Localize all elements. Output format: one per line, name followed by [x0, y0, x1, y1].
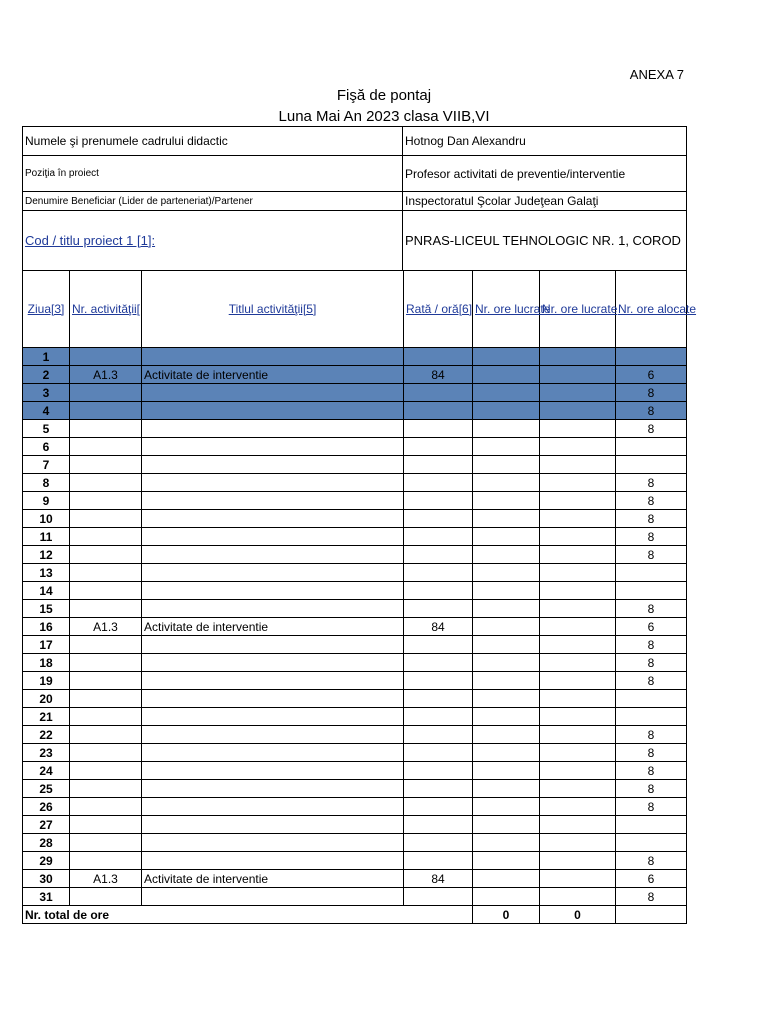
- hours-allocated-cell: 8: [616, 726, 687, 744]
- activity-no-cell: [70, 510, 142, 528]
- activity-no-cell: [70, 438, 142, 456]
- table-row: [23, 762, 687, 780]
- total-alloc-cell: [616, 906, 687, 924]
- activity-title-cell: [142, 780, 404, 798]
- hours-allocated-cell: 8: [616, 600, 687, 618]
- hours-worked-2-cell: [540, 888, 616, 906]
- rate-cell: [404, 852, 473, 870]
- table-row: [23, 636, 687, 654]
- rate-cell: [404, 690, 473, 708]
- hours-allocated-cell: 6: [616, 366, 687, 384]
- day-cell: 10: [23, 510, 70, 528]
- activity-no-cell: [70, 564, 142, 582]
- hours-worked-2-cell: [540, 474, 616, 492]
- annex-label: ANEXA 7: [629, 67, 684, 82]
- hours-worked-2-cell: [540, 456, 616, 474]
- col-header-hours-allocated[interactable]: Nr. ore alocate: [616, 271, 687, 348]
- activity-title-cell: [142, 438, 404, 456]
- activity-no-cell: [70, 708, 142, 726]
- table-row: [23, 780, 687, 798]
- activity-title-cell: Activitate de interventie: [142, 870, 404, 888]
- hours-allocated-cell: 8: [616, 780, 687, 798]
- table-row: [23, 834, 687, 852]
- activity-title-cell: [142, 798, 404, 816]
- hours-worked-2-cell: [540, 384, 616, 402]
- hours-allocated-cell: 8: [616, 798, 687, 816]
- activity-no-cell: A1.3: [70, 870, 142, 888]
- rate-cell: [404, 834, 473, 852]
- info-value: PNRAS-LICEUL TEHNOLOGIC NR. 1, COROD: [403, 211, 687, 271]
- col-header-activity-title[interactable]: Titlul activităţii[5]: [142, 271, 404, 348]
- table-row: [23, 654, 687, 672]
- rate-cell: [404, 672, 473, 690]
- hours-worked-1-cell: [473, 852, 540, 870]
- activity-title-cell: [142, 672, 404, 690]
- hours-worked-1-cell: [473, 456, 540, 474]
- hours-worked-1-cell: [473, 384, 540, 402]
- day-cell: 13: [23, 564, 70, 582]
- hours-worked-2-cell: [540, 528, 616, 546]
- day-cell: 29: [23, 852, 70, 870]
- hours-worked-2-cell: [540, 762, 616, 780]
- activity-no-cell: [70, 798, 142, 816]
- hours-worked-2-cell: [540, 744, 616, 762]
- activity-no-cell: [70, 420, 142, 438]
- day-cell: 20: [23, 690, 70, 708]
- hours-allocated-cell: 8: [616, 852, 687, 870]
- hours-worked-1-cell: [473, 708, 540, 726]
- hours-worked-1-cell: [473, 600, 540, 618]
- project-code-link[interactable]: Cod / titlu proiect 1 [1]:: [23, 211, 403, 271]
- rate-cell: [404, 600, 473, 618]
- activity-title-cell: [142, 852, 404, 870]
- day-cell: 25: [23, 780, 70, 798]
- day-cell: 1: [23, 348, 70, 366]
- hours-allocated-cell: 8: [616, 636, 687, 654]
- activity-title-cell: [142, 492, 404, 510]
- hours-allocated-cell: 8: [616, 402, 687, 420]
- day-cell: 11: [23, 528, 70, 546]
- activity-title-cell: [142, 564, 404, 582]
- rate-cell: [404, 438, 473, 456]
- table-row: [23, 618, 687, 636]
- table-row: [23, 474, 687, 492]
- table-row: [23, 744, 687, 762]
- day-cell: 2: [23, 366, 70, 384]
- day-cell: 24: [23, 762, 70, 780]
- day-cell: 5: [23, 420, 70, 438]
- hours-worked-2-cell: [540, 438, 616, 456]
- timesheet-table: [22, 270, 697, 924]
- activity-no-cell: [70, 456, 142, 474]
- day-cell: 28: [23, 834, 70, 852]
- table-row: [23, 564, 687, 582]
- hours-allocated-cell: [616, 456, 687, 474]
- rate-cell: [404, 888, 473, 906]
- info-row: [23, 192, 687, 211]
- info-table: [22, 126, 687, 271]
- day-cell: 27: [23, 816, 70, 834]
- hours-worked-1-cell: [473, 816, 540, 834]
- total-h2-cell: 0: [540, 906, 616, 924]
- table-row: [23, 708, 687, 726]
- activity-title-cell: [142, 528, 404, 546]
- info-value: Hotnog Dan Alexandru: [403, 127, 687, 156]
- hours-worked-1-cell: [473, 636, 540, 654]
- hours-worked-2-cell: [540, 492, 616, 510]
- page-title: Fişă de pontaj: [336, 87, 432, 104]
- total-label: Nr. total de ore: [23, 906, 473, 924]
- day-cell: 9: [23, 492, 70, 510]
- table-row: [23, 528, 687, 546]
- rate-cell: [404, 636, 473, 654]
- hours-worked-1-cell: [473, 618, 540, 636]
- activity-title-cell: [142, 816, 404, 834]
- hours-allocated-cell: 8: [616, 420, 687, 438]
- hours-worked-2-cell: [540, 402, 616, 420]
- activity-no-cell: [70, 744, 142, 762]
- hours-worked-2-cell: [540, 564, 616, 582]
- hours-worked-1-cell: [473, 366, 540, 384]
- rate-cell: [404, 528, 473, 546]
- hours-allocated-cell: 6: [616, 870, 687, 888]
- activity-no-cell: [70, 726, 142, 744]
- hours-worked-1-cell: [473, 348, 540, 366]
- table-row: [23, 672, 687, 690]
- hours-worked-2-cell: [540, 420, 616, 438]
- info-label: Poziţia în proiect: [23, 156, 403, 192]
- activity-title-cell: Activitate de interventie: [142, 618, 404, 636]
- table-row: [23, 384, 687, 402]
- table-row: [23, 816, 687, 834]
- hours-worked-1-cell: [473, 834, 540, 852]
- activity-no-cell: [70, 762, 142, 780]
- hours-allocated-cell: 8: [616, 654, 687, 672]
- table-row: [23, 366, 687, 384]
- hours-worked-2-cell: [540, 780, 616, 798]
- activity-title-cell: [142, 474, 404, 492]
- activity-title-cell: [142, 402, 404, 420]
- table-row: [23, 582, 687, 600]
- rate-cell: [404, 726, 473, 744]
- activity-title-cell: [142, 690, 404, 708]
- day-cell: 26: [23, 798, 70, 816]
- rate-cell: [404, 582, 473, 600]
- hours-worked-1-cell: [473, 510, 540, 528]
- activity-no-cell: [70, 672, 142, 690]
- hours-allocated-cell: [616, 348, 687, 366]
- activity-no-cell: A1.3: [70, 366, 142, 384]
- hours-worked-2-cell: [540, 816, 616, 834]
- info-row: [23, 127, 687, 156]
- col-header-hours-worked-2[interactable]: Nr. ore lucrate: [540, 271, 616, 348]
- day-cell: 18: [23, 654, 70, 672]
- hours-worked-2-cell: [540, 708, 616, 726]
- hours-allocated-cell: [616, 708, 687, 726]
- activity-no-cell: [70, 636, 142, 654]
- table-row: [23, 798, 687, 816]
- day-cell: 22: [23, 726, 70, 744]
- day-cell: 19: [23, 672, 70, 690]
- activity-title-cell: [142, 420, 404, 438]
- activity-title-cell: [142, 762, 404, 780]
- hours-allocated-cell: [616, 816, 687, 834]
- col-header-activity-no[interactable]: Nr. activităţii[: [70, 271, 142, 348]
- hours-worked-2-cell: [540, 366, 616, 384]
- rate-cell: [404, 402, 473, 420]
- col-header-day[interactable]: Ziua[3]: [23, 271, 70, 348]
- rate-cell: [404, 474, 473, 492]
- activity-no-cell: A1.3: [70, 618, 142, 636]
- rate-cell: 84: [404, 870, 473, 888]
- activity-no-cell: [70, 384, 142, 402]
- hours-worked-1-cell: [473, 780, 540, 798]
- hours-worked-1-cell: [473, 420, 540, 438]
- day-cell: 17: [23, 636, 70, 654]
- hours-worked-2-cell: [540, 348, 616, 366]
- table-row: [23, 456, 687, 474]
- hours-worked-1-cell: [473, 474, 540, 492]
- day-cell: 16: [23, 618, 70, 636]
- activity-title-cell: [142, 582, 404, 600]
- activity-no-cell: [70, 474, 142, 492]
- day-cell: 7: [23, 456, 70, 474]
- day-cell: 6: [23, 438, 70, 456]
- hours-allocated-cell: 6: [616, 618, 687, 636]
- table-row: [23, 402, 687, 420]
- day-cell: 4: [23, 402, 70, 420]
- activity-title-cell: [142, 636, 404, 654]
- hours-allocated-cell: 8: [616, 546, 687, 564]
- hours-worked-2-cell: [540, 636, 616, 654]
- page-subtitle: Luna Mai An 2023 clasa VIIB,VI: [278, 108, 490, 125]
- hours-allocated-cell: [616, 690, 687, 708]
- col-header-hours-worked-1[interactable]: Nr. ore lucrate: [473, 271, 540, 348]
- hours-allocated-cell: 8: [616, 474, 687, 492]
- activity-title-cell: [142, 348, 404, 366]
- activity-title-cell: Activitate de interventie: [142, 366, 404, 384]
- hours-allocated-cell: [616, 834, 687, 852]
- table-row: [23, 852, 687, 870]
- table-row: [23, 438, 687, 456]
- hours-worked-2-cell: [540, 654, 616, 672]
- table-row: [23, 510, 687, 528]
- hours-worked-1-cell: [473, 672, 540, 690]
- hours-worked-2-cell: [540, 690, 616, 708]
- rate-cell: [404, 384, 473, 402]
- hours-allocated-cell: 8: [616, 762, 687, 780]
- hours-allocated-cell: [616, 438, 687, 456]
- hours-worked-2-cell: [540, 852, 616, 870]
- activity-title-cell: [142, 510, 404, 528]
- day-cell: 23: [23, 744, 70, 762]
- hours-worked-1-cell: [473, 762, 540, 780]
- hours-allocated-cell: 8: [616, 744, 687, 762]
- rate-cell: [404, 420, 473, 438]
- activity-title-cell: [142, 726, 404, 744]
- activity-no-cell: [70, 816, 142, 834]
- hours-worked-1-cell: [473, 690, 540, 708]
- activity-no-cell: [70, 654, 142, 672]
- table-row: [23, 420, 687, 438]
- activity-title-cell: [142, 708, 404, 726]
- rate-cell: [404, 546, 473, 564]
- activity-title-cell: [142, 834, 404, 852]
- activity-title-cell: [142, 888, 404, 906]
- activity-title-cell: [142, 744, 404, 762]
- table-row: [23, 690, 687, 708]
- hours-worked-1-cell: [473, 564, 540, 582]
- table-row: [23, 870, 687, 888]
- hours-worked-2-cell: [540, 798, 616, 816]
- rate-cell: [404, 816, 473, 834]
- activity-no-cell: [70, 492, 142, 510]
- activity-title-cell: [142, 654, 404, 672]
- day-cell: 21: [23, 708, 70, 726]
- activity-no-cell: [70, 348, 142, 366]
- hours-worked-1-cell: [473, 744, 540, 762]
- activity-title-cell: [142, 384, 404, 402]
- hours-worked-2-cell: [540, 726, 616, 744]
- hours-worked-1-cell: [473, 582, 540, 600]
- hours-worked-2-cell: [540, 600, 616, 618]
- rate-cell: [404, 492, 473, 510]
- total-row: [23, 906, 687, 924]
- activity-title-cell: [142, 600, 404, 618]
- hours-worked-1-cell: [473, 798, 540, 816]
- hours-allocated-cell: 8: [616, 510, 687, 528]
- rate-cell: [404, 708, 473, 726]
- table-row: [23, 348, 687, 366]
- table-row: [23, 888, 687, 906]
- hours-allocated-cell: 8: [616, 384, 687, 402]
- hours-allocated-cell: 8: [616, 888, 687, 906]
- hours-worked-1-cell: [473, 402, 540, 420]
- hours-worked-1-cell: [473, 870, 540, 888]
- rate-cell: 84: [404, 366, 473, 384]
- rate-cell: [404, 564, 473, 582]
- activity-no-cell: [70, 690, 142, 708]
- day-cell: 3: [23, 384, 70, 402]
- total-h1-cell: 0: [473, 906, 540, 924]
- hours-allocated-cell: [616, 564, 687, 582]
- activity-no-cell: [70, 546, 142, 564]
- info-value: Profesor activitati de preventie/interventie: [403, 156, 687, 192]
- hours-allocated-cell: 8: [616, 528, 687, 546]
- day-cell: 31: [23, 888, 70, 906]
- rate-cell: [404, 348, 473, 366]
- activity-no-cell: [70, 582, 142, 600]
- activity-no-cell: [70, 852, 142, 870]
- hours-worked-2-cell: [540, 870, 616, 888]
- hours-worked-1-cell: [473, 528, 540, 546]
- day-cell: 14: [23, 582, 70, 600]
- day-cell: 8: [23, 474, 70, 492]
- info-label: Numele şi prenumele cadrului didactic: [23, 127, 403, 156]
- rate-cell: [404, 456, 473, 474]
- table-row: [23, 546, 687, 564]
- info-value: Inspectoratul Şcolar Judeţean Galaţi: [403, 192, 687, 211]
- table-row: [23, 726, 687, 744]
- activity-no-cell: [70, 834, 142, 852]
- rate-cell: 84: [404, 618, 473, 636]
- hours-worked-2-cell: [540, 582, 616, 600]
- day-cell: 30: [23, 870, 70, 888]
- hours-allocated-cell: 8: [616, 492, 687, 510]
- day-cell: 15: [23, 600, 70, 618]
- rate-cell: [404, 744, 473, 762]
- hours-worked-1-cell: [473, 438, 540, 456]
- hours-worked-2-cell: [540, 618, 616, 636]
- activity-no-cell: [70, 780, 142, 798]
- activity-no-cell: [70, 528, 142, 546]
- activity-no-cell: [70, 600, 142, 618]
- hours-worked-2-cell: [540, 546, 616, 564]
- hours-worked-2-cell: [540, 510, 616, 528]
- hours-worked-1-cell: [473, 654, 540, 672]
- rate-cell: [404, 762, 473, 780]
- hours-worked-2-cell: [540, 834, 616, 852]
- activity-title-cell: [142, 456, 404, 474]
- rate-cell: [404, 510, 473, 528]
- rate-cell: [404, 654, 473, 672]
- rate-cell: [404, 798, 473, 816]
- activity-no-cell: [70, 888, 142, 906]
- hours-worked-1-cell: [473, 888, 540, 906]
- rate-cell: [404, 780, 473, 798]
- hours-allocated-cell: 8: [616, 672, 687, 690]
- col-header-rate[interactable]: Rată / oră[6]: [404, 271, 473, 348]
- hours-allocated-cell: [616, 582, 687, 600]
- hours-worked-1-cell: [473, 726, 540, 744]
- info-row: [23, 156, 687, 192]
- hours-worked-2-cell: [540, 672, 616, 690]
- info-label: Denumire Beneficiar (Lider de parteneriat)/Partener: [23, 192, 403, 211]
- day-cell: 12: [23, 546, 70, 564]
- table-row: [23, 492, 687, 510]
- activity-title-cell: [142, 546, 404, 564]
- activity-no-cell: [70, 402, 142, 420]
- table-row: [23, 600, 687, 618]
- hours-worked-1-cell: [473, 546, 540, 564]
- info-row: [23, 211, 687, 271]
- header-row: [23, 271, 687, 348]
- hours-worked-1-cell: [473, 492, 540, 510]
